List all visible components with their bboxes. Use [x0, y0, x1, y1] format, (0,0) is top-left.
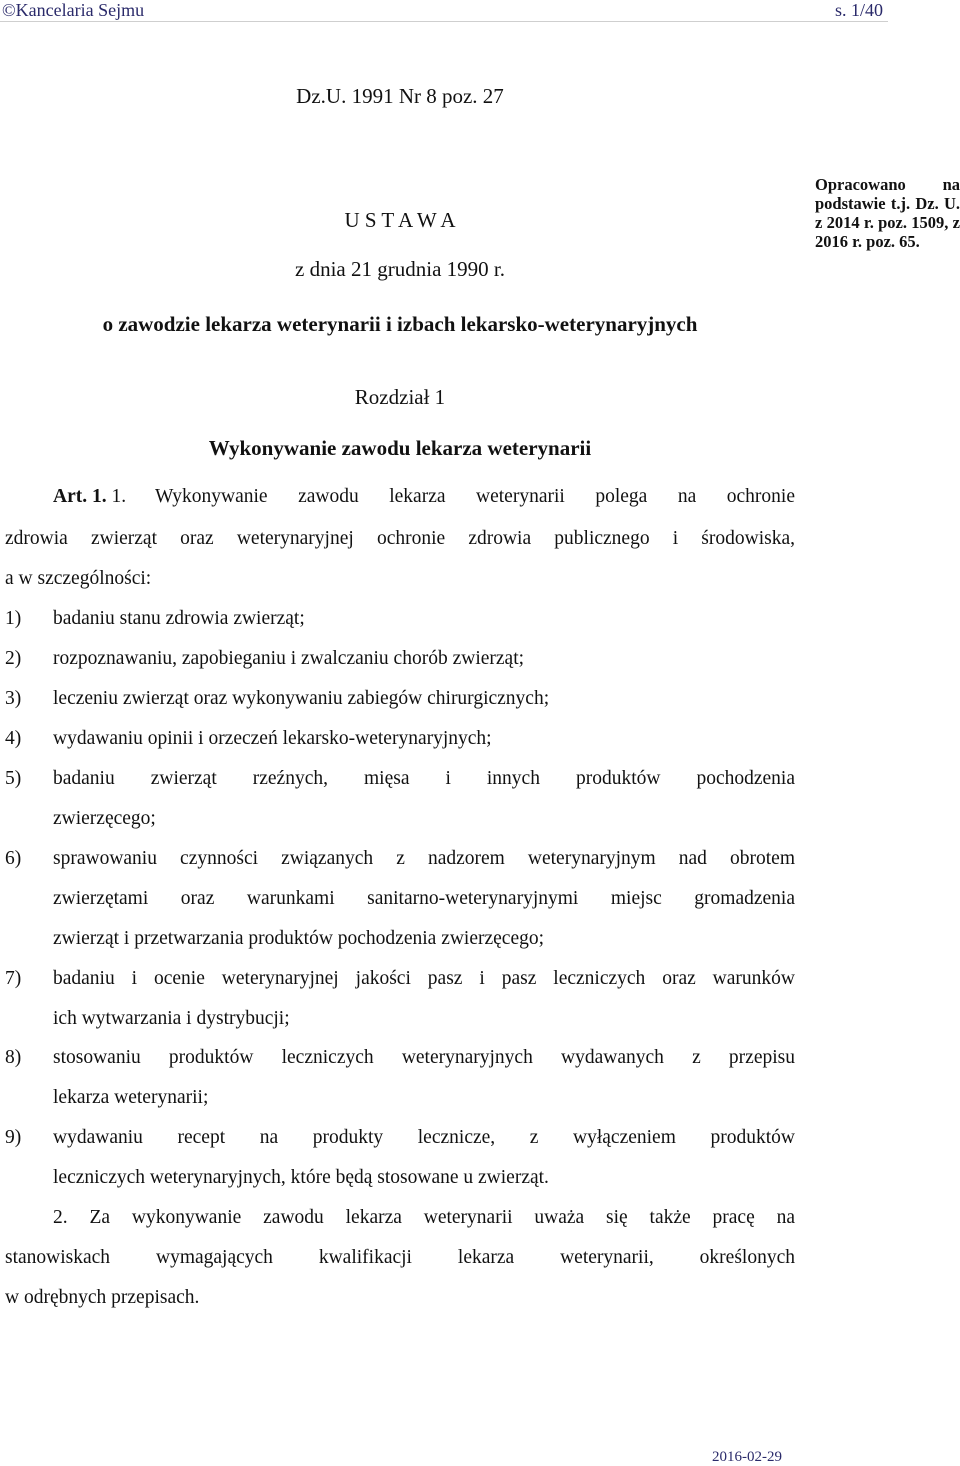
act-title: o zawodzie lekarza weterynarii i izbach lekarsko-weterynaryjnych — [102, 312, 698, 336]
list-item-number: 8) — [5, 1047, 22, 1068]
footer-date: 2016-02-29 — [712, 1449, 782, 1465]
list-item-text: ich wytwarzania i dystrybucji; — [53, 1008, 290, 1029]
article-label: Art. 1. — [53, 486, 107, 507]
list-item-number: 4) — [5, 728, 22, 749]
act-date: z dnia 21 grudnia 1990 r. — [295, 257, 505, 281]
list-item-number: 7) — [5, 968, 22, 989]
list-item-number: 3) — [5, 688, 22, 709]
act-type: U S T A W A — [344, 208, 456, 232]
list-item-text: badaniu zwierząt rzeźnych, mięsa i innych produktów pochodzenia — [53, 768, 795, 789]
list-item-text: stosowaniu produktów leczniczych weterynaryjnych wydawanych z przepisu — [53, 1047, 795, 1068]
chapter-title: Wykonywanie zawodu lekarza weterynarii — [208, 436, 592, 460]
list-item-text: wydawaniu recept na produkty lecznicze, z wyłączeniem produktów — [53, 1127, 795, 1148]
list-item-text: lekarza weterynarii; — [53, 1087, 209, 1108]
list-item-number: 2) — [5, 648, 22, 669]
list-item-text: badaniu i ocenie weterynaryjnej jakości pasz i pasz leczniczych oraz warunków — [53, 968, 795, 989]
citation: Dz.U. 1991 Nr 8 poz. 27 — [296, 84, 504, 108]
list-item-text: rozpoznawaniu, zapobieganiu i zwalczaniu chorób zwierząt; — [53, 648, 525, 669]
header-source: ©Kancelaria Sejmu — [2, 0, 145, 20]
list-item-text: badaniu stanu zdrowia zwierząt; — [53, 608, 305, 629]
list-item-text: zwierząt i przetwarzania produktów pochodzenia zwierzęcego; — [53, 928, 545, 949]
list-item-text: zwierzęcego; — [53, 808, 156, 829]
list-item-number: 5) — [5, 768, 22, 789]
header-page-number: s. 1/40 — [835, 0, 884, 20]
list-item-text: leczniczych weterynaryjnych, które będą stosowane u zwierząt. — [53, 1167, 549, 1188]
paragraph-2-line-2: stanowiskach wymagających kwalifikacji lekarza weterynarii, określonych — [5, 1247, 795, 1268]
side-note: Opracowano na podstawie t.j. Dz. U. z 2014 r. poz. 1509, z 2016 r. poz. 65. — [815, 175, 960, 251]
header-divider — [0, 21, 888, 22]
paragraph-1-line-3: a w szczególności: — [5, 568, 152, 589]
list-item-text: sprawowaniu czynności związanych z nadzorem weterynaryjnym nad obrotem — [53, 848, 795, 869]
list-item-text: zwierzętami oraz warunkami sanitarno-weterynaryjnymi miejsc gromadzenia — [53, 888, 795, 909]
paragraph-1-line-2: zdrowia zwierząt oraz weterynaryjnej ochronie zdrowia publicznego i środowiska, — [5, 528, 795, 549]
list-item-text: wydawaniu opinii i orzeczeń lekarsko-weterynaryjnych; — [53, 728, 492, 749]
chapter-number: Rozdział 1 — [354, 385, 446, 409]
list-item-number: 6) — [5, 848, 22, 869]
list-item-text: leczeniu zwierząt oraz wykonywaniu zabiegów chirurgicznych; — [53, 688, 550, 709]
paragraph-2-line-3: w odrębnych przepisach. — [5, 1287, 200, 1308]
paragraph-number: 1. — [111, 486, 127, 507]
paragraph-2-line-1: 2. Za wykonywanie zawodu lekarza weterynarii uważa się także pracę na — [53, 1207, 795, 1228]
article-first-line — [53, 486, 795, 508]
list-item-number: 1) — [5, 608, 22, 629]
paragraph-1-line-1: Wykonywanie zawodu lekarza weterynarii polega na ochronie — [155, 486, 795, 507]
list-item-number: 9) — [5, 1127, 22, 1148]
